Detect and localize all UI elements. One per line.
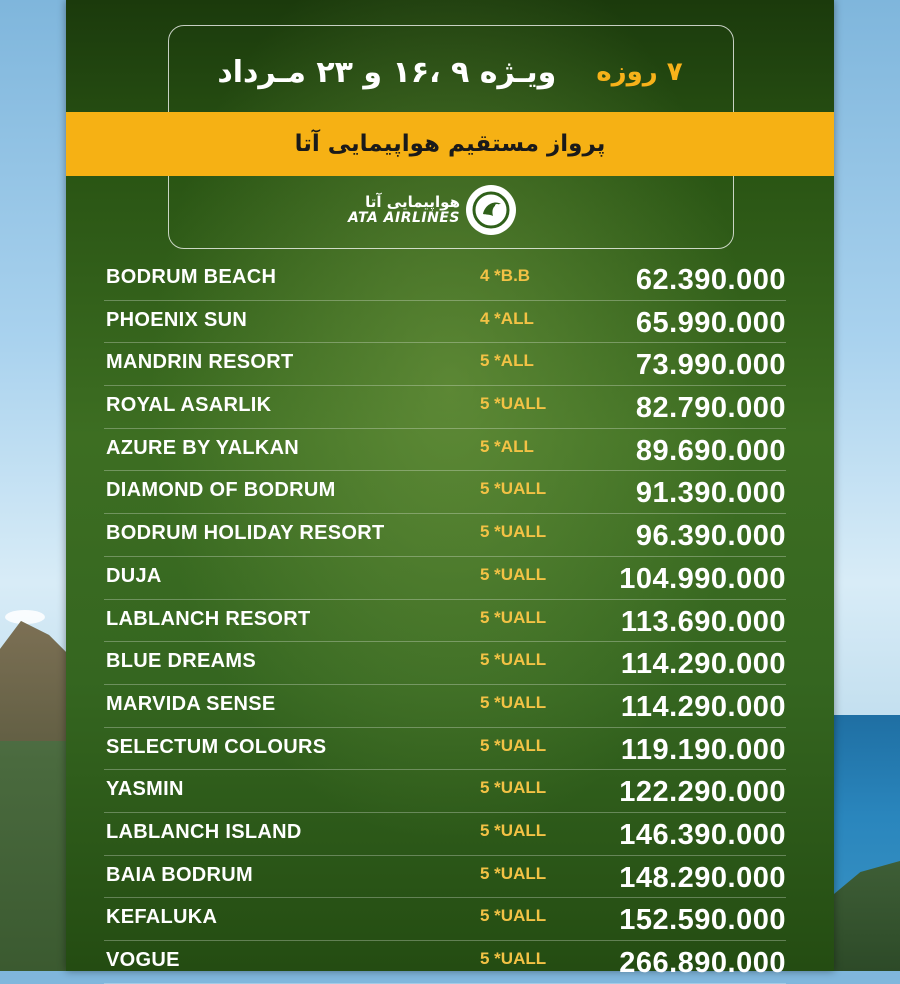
hotel-row [104,258,786,301]
hotel-category: 5 *UALL [480,650,547,670]
hotel-category: 5 *UALL [480,778,547,798]
hotel-name: BLUE DREAMS [106,650,256,673]
hotel-row [104,770,786,813]
hotel-row [104,429,786,472]
hotel-price: 73.990.000 [635,349,786,382]
hotel-row [104,642,786,685]
hotel-price: 119.190.000 [620,733,786,766]
hotel-name: KEFALUKA [106,906,218,929]
hotel-category: 5 *ALL [480,436,534,456]
flight-banner [66,112,834,176]
hotel-row [104,600,786,643]
hotel-row [104,813,786,856]
dates-title: ویـژه ۹ ،۱۶ و ۲۳ مـرداد [217,54,557,90]
hotel-category: 5 *ALL [480,351,534,371]
hotel-price: 266.890.000 [619,947,786,979]
hotel-name: DUJA [106,564,162,587]
hotel-category: 5 *UALL [480,607,547,627]
hotel-name: ROYAL ASARLIK [106,394,272,417]
hotel-row [104,301,786,344]
hotel-name: BODRUM BEACH [106,266,277,288]
hotel-name: BAIA BODRUM [106,863,253,886]
hotel-category: 5 *UALL [480,479,547,499]
hotel-category: 5 *UALL [480,394,547,414]
cloud [5,610,45,624]
hotel-row [104,386,786,429]
hotel-price: 146.390.000 [619,818,786,851]
hotel-name: BODRUM HOLIDAY RESORT [106,522,385,545]
title-row [66,32,834,112]
hotel-row [104,728,786,771]
hotel-name: PHOENIX SUN [106,308,248,331]
price-panel [66,0,834,979]
hotel-category: 5 *UALL [480,863,547,883]
hotel-name: VOGUE [106,949,180,971]
duration-label: ۷ روزه [596,57,683,87]
hotel-category: 5 *UALL [480,949,547,968]
hotel-row [104,343,786,386]
hotel-price: 91.390.000 [635,477,786,510]
logo-text [348,194,460,226]
hotel-row [104,471,786,514]
ata-bird-icon [466,185,516,235]
hotel-price: 152.590.000 [619,904,786,937]
hotel-price: 65.990.000 [635,306,786,339]
hotel-row [104,685,786,728]
hotel-name: LABLANCH ISLAND [106,820,302,843]
hotel-category: 4 *ALL [480,308,534,328]
mountain [0,621,70,971]
hotel-price: 113.690.000 [620,605,786,638]
right-scenery [834,0,900,971]
hotel-row [104,514,786,557]
hotel-name: LABLANCH RESORT [106,607,311,630]
hotel-category: 5 *UALL [480,906,547,926]
airline-logo [348,180,528,240]
hotel-name: SELECTUM COLOURS [106,735,327,758]
hotel-row [104,557,786,600]
hotel-category: 5 *UALL [480,692,547,712]
logo-persian: هواپیمایی آتا [365,193,460,212]
hotel-category: 5 *UALL [480,564,547,584]
hotel-name: YASMIN [106,778,184,801]
hotel-price: 148.290.000 [619,861,786,894]
banner-text: پرواز مستقیم هواپیمایی آتا [294,131,606,157]
hotel-price: 96.390.000 [635,520,786,553]
hotel-name: AZURE BY YALKAN [106,436,300,459]
hotel-price: 82.790.000 [635,392,786,425]
hotel-price: 104.990.000 [619,562,786,595]
hotel-category: 5 *UALL [480,820,547,840]
hotel-row [104,898,786,941]
hotel-row [104,941,786,984]
hotel-category: 5 *UALL [480,735,547,755]
left-scenery [0,0,70,971]
hotel-category: 5 *UALL [480,522,547,542]
hotel-row [104,856,786,899]
hotel-name: MANDRIN RESORT [106,351,294,374]
hotel-name: MARVIDA SENSE [106,692,276,715]
logo-english: ATA AIRLINES [348,209,460,226]
hotel-price-list [66,258,834,984]
hotel-name: DIAMOND OF BODRUM [106,479,336,502]
hotel-price: 114.290.000 [620,648,786,681]
hotel-price: 62.390.000 [635,264,786,296]
hotel-price: 89.690.000 [635,434,786,467]
hotel-price: 122.290.000 [619,776,786,809]
hotel-price: 114.290.000 [620,690,786,723]
hotel-category: 4 *B.B [480,266,531,285]
